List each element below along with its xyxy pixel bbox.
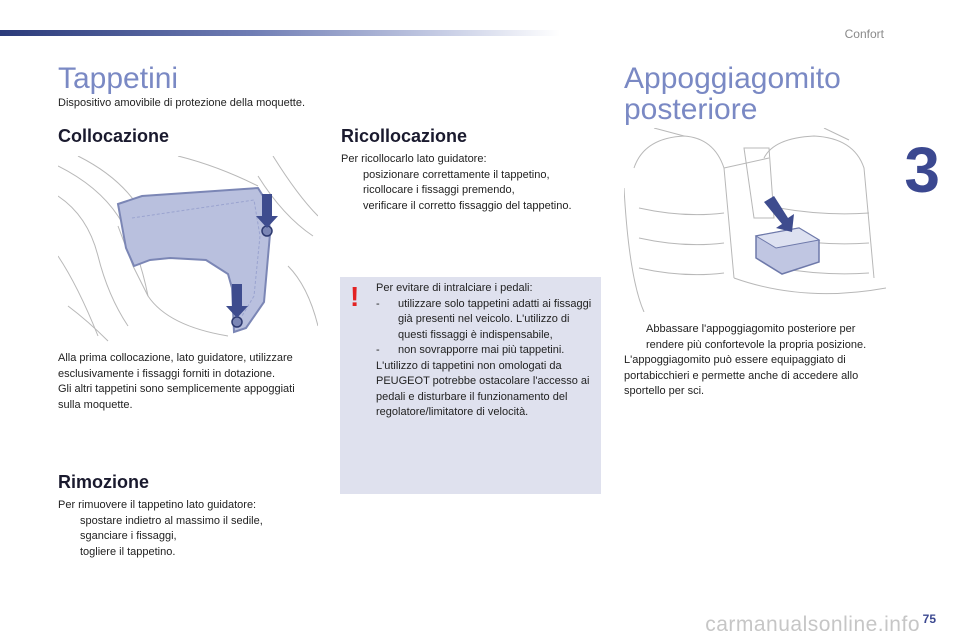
ricollocazione-intro: Per ricollocarlo lato guidatore: <box>341 153 487 165</box>
list-item: - non sovrapporre mai più tappetini. <box>376 344 565 356</box>
rimozione-text <box>58 498 318 560</box>
rimozione-list <box>58 514 318 561</box>
heading-collocazione: Collocazione <box>58 126 170 146</box>
list-item: - utilizzare solo tappetini adatti ai fissaggi già presenti nel veicolo. L'utilizzo di questi fissaggi è indispensabile, <box>376 297 592 341</box>
collocazione-text <box>58 351 308 413</box>
warning-outro: L'utilizzo di tappetini non omologati da PEUGEOT potrebbe ostacolare l'accesso ai pedali e disturbare il funzionamento del regolatore/limitatore di velocità. <box>376 359 590 418</box>
list-item: sganciare i fissaggi, <box>80 530 177 542</box>
page-title: Tappetini <box>58 62 179 95</box>
rimozione-intro: Per rimuovere il tappetino lato guidatore: <box>58 499 257 511</box>
list-item: Abbassare l'appoggiagomito posteriore per rendere più confortevole la propria posizione. <box>646 323 867 351</box>
heading-rimozione: Rimozione <box>58 472 150 492</box>
list-item: posizionare correttamente il tappetino, <box>363 168 550 181</box>
rear-armrest-illustration <box>624 128 886 312</box>
ricollocazione-text <box>341 152 603 214</box>
list-item: togliere il tappetino. <box>80 545 176 558</box>
armrest-text <box>624 322 886 400</box>
list-item: verificare il corretto fissaggio del tappetino. <box>363 199 572 212</box>
list-item: ricollocare i fissaggi premendo, <box>363 184 515 196</box>
warning-intro: Per evitare di intralciare i pedali: <box>376 282 533 294</box>
armrest-title-line1: Appoggiagomito <box>624 62 841 95</box>
collocazione-paragraph-1: Alla prima collocazione, lato guidatore, utilizzare esclusivamente i fissaggi forniti in dotazione. <box>58 352 293 380</box>
section-label: Confort <box>844 27 884 41</box>
watermark: carmanualsonline.info <box>705 613 920 636</box>
armrest-list <box>624 322 886 353</box>
arrow-down-icon <box>764 196 794 232</box>
warning-text <box>376 281 594 421</box>
header-gradient-bar <box>0 30 560 36</box>
armrest-paragraph: L'appoggiagomito può essere equipaggiato di portabicchieri e permette anche di accedere allo sportello per sci. <box>624 354 859 397</box>
floor-mat-shape <box>118 188 270 332</box>
ricollocazione-list <box>341 168 603 215</box>
collocazione-paragraph-2: Gli altri tappetini sono semplicemente appoggiati sulla moquette. <box>58 383 295 411</box>
page-number: 75 <box>922 612 936 626</box>
fixing-clip-2 <box>232 317 242 327</box>
armrest-title-line2: posteriore <box>624 93 758 126</box>
floor-mat-drawing <box>58 156 318 342</box>
heading-ricollocazione: Ricollocazione <box>341 126 468 146</box>
floor-mat-illustration <box>58 156 318 342</box>
rear-seat-drawing <box>624 128 886 312</box>
warning-exclamation-icon: ! <box>350 281 360 312</box>
chapter-number: 3 <box>904 134 940 206</box>
list-item: spostare indietro al massimo il sedile, <box>80 514 263 527</box>
page-subtitle: Dispositivo amovibile di protezione della moquette. <box>58 97 306 109</box>
